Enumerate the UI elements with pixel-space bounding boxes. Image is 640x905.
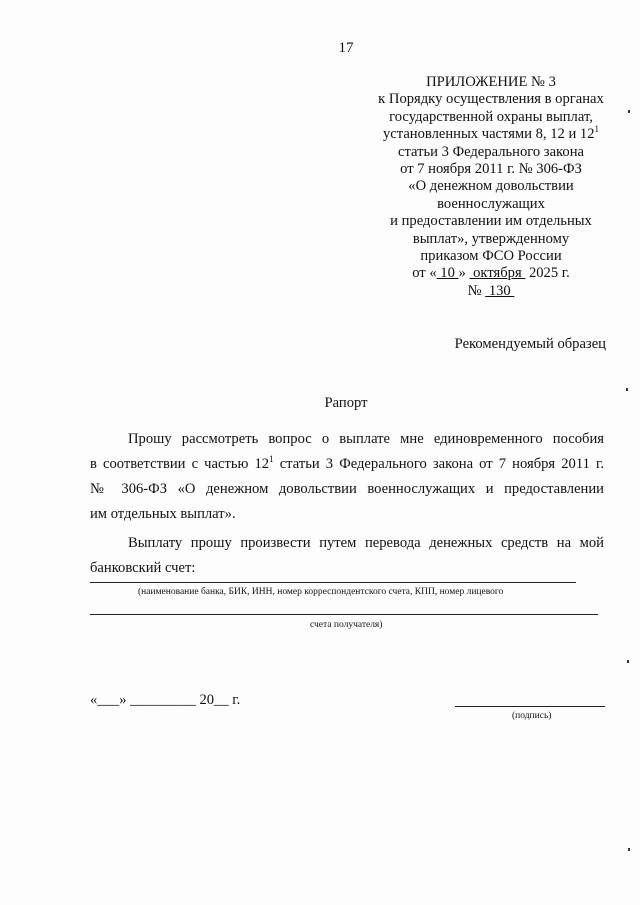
request-paragraph-row-4: им отдельных выплат».	[90, 506, 236, 522]
appendix-line-4: статьи 3 Федерального закона	[398, 143, 584, 160]
date-field[interactable]: «___» _________ 20__ г.	[90, 692, 241, 708]
bank-details-line-1[interactable]	[90, 582, 576, 583]
appendix-line-1: к Порядку осуществления в органах	[378, 91, 604, 108]
document-title: Рапорт	[324, 395, 368, 411]
bank-details-caption: (наименование банка, БИК, ИНН, номер корреспондентского счета, КПП, номер лицевого	[138, 587, 504, 597]
scan-mark	[628, 110, 630, 113]
appendix-header	[360, 74, 622, 300]
sample-label: Рекомендуемый образец	[454, 336, 606, 352]
request-paragraph	[90, 427, 604, 527]
appendix-line-2: государственной охраны выплат,	[389, 108, 593, 125]
payment-paragraph-row-2: банковский счет:	[90, 560, 196, 576]
appendix-line-5: от 7 ноября 2011 г. № 306-ФЗ	[400, 161, 582, 178]
appendix-date-month: октября	[469, 265, 526, 282]
appendix-number-value: 130	[485, 282, 515, 299]
appendix-line-3	[360, 126, 622, 143]
page-number: 17	[338, 40, 354, 56]
payment-paragraph	[90, 531, 604, 581]
appendix-line-8: и предоставлении им отдельных	[390, 213, 592, 230]
appendix-date-day: 10	[436, 265, 459, 282]
request-paragraph-row-1: Прошу рассмотреть вопрос о выплате мне единовременного пособия	[128, 431, 604, 447]
appendix-number	[360, 283, 622, 300]
request-paragraph-row-2-start: в соответствии с частью 12	[90, 456, 270, 472]
request-paragraph-row-3: № 306-ФЗ «О денежном довольствии военнослужащих и предоставлении	[90, 481, 604, 497]
appendix-date	[360, 265, 622, 282]
appendix-line-6: «О денежном довольствии	[408, 178, 574, 195]
appendix-line-3-text: установленных частями 8, 12 и 12	[382, 126, 595, 143]
signature-caption: (подпись)	[512, 711, 552, 721]
appendix-date-year: 2025 г.	[525, 265, 570, 282]
scan-mark	[626, 388, 628, 391]
scan-mark	[628, 848, 630, 851]
request-paragraph-row-2	[90, 452, 604, 477]
appendix-line-3-superscript: 1	[594, 124, 600, 135]
account-caption: счета получателя)	[310, 620, 383, 630]
request-paragraph-row-2-superscript: 1	[269, 454, 274, 464]
appendix-line-10: приказом ФСО России	[420, 248, 562, 265]
request-paragraph-row-2-end: статьи 3 Федерального закона от 7 ноября 2011 г.	[273, 456, 604, 472]
signature-line[interactable]	[455, 706, 605, 707]
scan-mark	[627, 660, 629, 663]
appendix-line-9: выплат», утвержденному	[412, 230, 570, 247]
appendix-date-mid: »	[458, 265, 470, 282]
appendix-date-prefix: от «	[412, 265, 437, 282]
appendix-number-prefix: №	[467, 282, 486, 299]
payment-paragraph-row-1: Выплату прошу произвести путем перевода денежных средств на мой	[128, 535, 604, 551]
appendix-title: ПРИЛОЖЕНИЕ № 3	[426, 74, 556, 90]
appendix-line-7: военнослужащих	[437, 195, 545, 212]
bank-details-line-2[interactable]	[90, 614, 598, 615]
